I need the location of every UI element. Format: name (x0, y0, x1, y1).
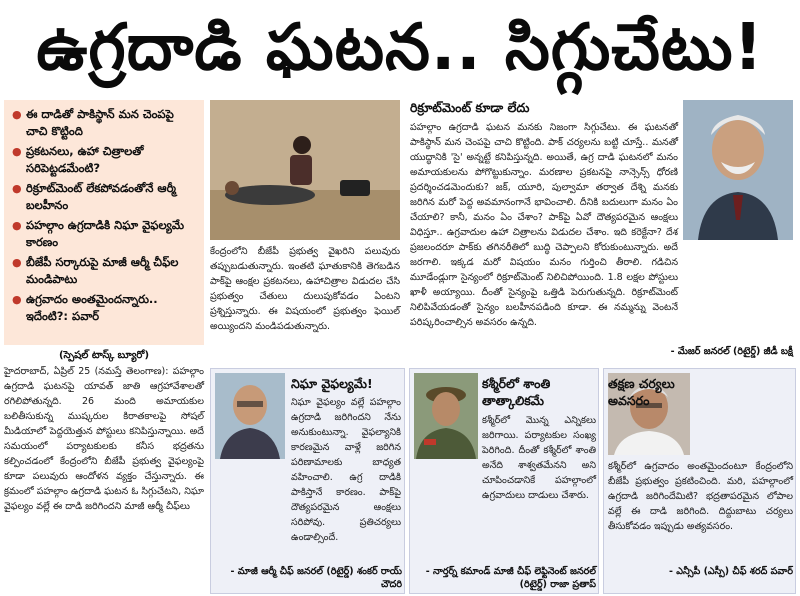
portrait-illustration (414, 373, 478, 459)
highlight-item: ● బీజేపీ సర్కారుపై మాజీ ఆర్మీ చీఫ్‌ల మండిపాటు (12, 254, 198, 288)
bakshi-portrait (683, 100, 793, 240)
box-text: కశ్మీర్‌లో ఉగ్రవాదం అంతమైందంటూ కేంద్రంలోని బీజేపీ ప్రభుత్వం ప్రకటించింది. మరి, పహల్గాంలో ఉగ్రదాడి జరిగిందేమిటి? భద్రతాపరమైన లోపాల వల్లే ఈ దాడి జరిగింది. దిద్దుబాటు చర్యలు తీసుకోవడం ఇప్పుడు అత్యవసరం. (608, 461, 793, 532)
box-signature: - నార్తర్న్ కమాండ్ మాజీ చీఫ్ లెఫ్టినెంట్ జనరల్ (రిటైర్డ్) రాజా ప్రతాప్ (425, 566, 596, 590)
box-title: నిఘా వైఫల్యమే! (291, 376, 373, 391)
box-text-bottom (215, 463, 402, 561)
highlight-item: ● ఈ దాడితో పాకిస్థాన్ మన చెంపపై చాచి కొట్టింది (12, 106, 198, 140)
quote-box-chaudhuri (210, 368, 405, 594)
box-text-top: నిఘా వైఫల్యం వల్లే పహల్గాం ఉగ్రదాడి జరిగిందని నేను అనుకుంటున్నా. వైఫల్యానికి కారణమైన వాళ్లే జరిగిన పరిణామాలకు బాధ్యత వహించాలి. ఉగ్ర దాడికి పాకిస్తానే కారణం. పాక్‌పై దౌత్యపరమైన ఆంక్షలు సరిపోవు. ప్రతిచర్యలు ఉండాల్సిందే. (291, 397, 401, 543)
highlights-box (4, 100, 204, 345)
quote-box-pawar (603, 368, 796, 594)
quote-box-pratap (409, 368, 599, 594)
right-article-signature: - మేజర్ జనరల్ (రిటైర్డ్) జీడీ బక్షీ (670, 346, 793, 357)
box-text-bottom (414, 463, 596, 563)
box-signature: - ఎన్సీపీ (ఎస్పీ) చీఫ్ శరద్ పవార్ (669, 566, 793, 577)
pratap-portrait (414, 373, 478, 459)
right-article-text-upper: పహల్గాం ఉగ్రదాడి ఘటన మనకు నిజంగా సిగ్గుచేటు. ఈ ఘటనతో పాకిస్థాన్ మన చెంపపై చాచి కొట్టింది. పాక్ చర్యలను బట్టి చూస్తే.. మనతో యుద్ధానికి 'సై' అన్నట్టే కనిపిస్తున్నది. అయితే, ఉగ్ర దాడి ఘటనలో మనం అమాయకులను పోగొట్టుకున్నాం. మరణాల ప్రకటనపై నాన్సెన్స్ ధోరణి ప్రదర్శించడమెందుకు? జక్, యూరి, పుల్వామా తర్వాత దేశ్ని మనకు జరిగిన మరో పెద్ద అవమానంగానే భావించాలి. దీనికి బదులుగా మనం ఏం చేయాలి? కానీ, మనం ఏం చేశాం? పాక్‌పై ఏవో దౌత్యపరమైన ఆంక్షలు విధిస్తూ.. ఉగ్రవాదుల ఉహా చిత్రాలను విడుదల చేశాం. ఇది కరెక్టేనా? దేశ ప్రజలందరూ పాక్‌కు తగినరీతిలో బుద్ధి చెప్పాలని కోరుకుంటున్నారు. అదే జరగాలి. ఇక్కడ మరో విషయం మనం గుర్తించి తీరాలి. గడిచిన మూడేండ్లుగా సైన్యంలో రిక్రూట్‌మెంట్ నిలిచిపోయింది. 1.8 లక్షల పోస్టులు ఖాళీ అయ్యాయి. దీంతో సైన్యంపై ఒత్తిడి పెరుగుతున్నది. రిక్రూట్‌మెంట్ నిలిపివేయడంతో సైన్యం బలహీనపడింది కూడా. ఈ నమ్మన్ను వెంటనే పరిష్కరించాల్సిన అవసరం ఉన్నది. (410, 122, 678, 328)
scene-photo (210, 100, 400, 240)
highlight-item: ● పహల్గాం ఉగ్రదాడికి నిఘా వైఫల్యమే కారణం (12, 217, 198, 251)
portrait-illustration (683, 100, 793, 240)
dateline: (స్పెషల్ టాస్క్ బ్యూరో) (58, 350, 150, 361)
box-title: కశ్మీర్‌లో శాంతి తాత్కాలికమే (482, 376, 551, 408)
highlight-item: ● ప్రకటనలు, ఉహా చిత్రాలతో సరిపెట్టడమేంటి? (12, 143, 198, 177)
portrait-illustration (215, 373, 285, 459)
highlight-item: ● రిక్రూట్‌మెంట్ లేకపోవడంతోనే ఆర్మీ బలహీనం (12, 180, 198, 214)
right-article-title: రిక్రూట్‌మెంట్ కూడా లేదు (410, 100, 530, 115)
highlights-list (12, 106, 198, 325)
left-column (4, 348, 204, 594)
headline: ఉగ్రదాడి ఘటన.. సిగ్గుచేటు! (36, 11, 764, 85)
highlight-item: ● ఉగ్రవాదం అంతమైందన్నారు.. ఇదేంటి?: పవార్ (12, 291, 198, 325)
scene-illustration (210, 100, 400, 240)
box-signature: - మాజీ ఆర్మీ చీఫ్ జనరల్ (రిటైర్డ్) శంకర్ రాయ్ చౌదరి (230, 566, 402, 590)
box-title: తక్షణ చర్యలు అవసరం (608, 376, 675, 408)
box-text: కశ్మీర్‌లో మొన్న ఎన్నికలు జరిగాయి. పర్యాటకుల సంఖ్య పెరిగింది. దీంతో కశ్మీర్‌లో శాంతి అనేది శాశ్వతమేనని అని చూపించడానికే పహల్గాంలో ఉగ్రవాదులు దాడులు చేశారు. (482, 415, 596, 501)
center-column-text: కేంద్రంలోని బీజేపీ ప్రభుత్వ వైఖరిని పలువురు తప్పుబడుతున్నారు. ఇంతటి ఘాతుకానికి తెగబడిన పాక్‌పై ఆంక్షల ప్రకటనలు, ఉహాచిత్రాల విడుదల చేసి ప్రభుత్వం చేతులు దులుపుకోవడం ఏంటని ప్రశ్నిస్తున్నారు. ఈ విషయంలో ప్రభుత్వం ఫెయిల్ అయ్యిందని మండిపడుతున్నారు. (210, 246, 400, 332)
chaudhuri-portrait (215, 373, 285, 459)
left-column-text: హైదరాబాద్, ఏప్రిల్ 25 (నమస్తే తెలంగాణ): పహల్గాం ఉగ్రదాడి ఘటనపై యావత్ జాతి ఆగ్రహావేశాలతో రగిలిపోతున్నది. 26 మంది అమాయకుల బలితీసుకున్న ముష్కరుల కిరాతకాలపై సోషల్ మీడియాలో పెద్దయెత్తున పోస్టులు కనిపిస్తున్నాయి. అదే సమయంలో పర్యాటకులకు కనీస భద్రతను కల్పించడంలో కేంద్రంలోని బీజేపీ ప్రభుత్వ వైఫల్యంపై కూడా పలువురు ఆందోళన వ్యక్తం చేస్తున్నారు. ఈ క్రమంలో పహల్గాం ఉగ్రదాడి ఘటన ఓ సిగ్గుచేటని, నిఘా వైఫల్యం వల్లే ఈ దాడి జరిగిందని మాజీ ఆర్మీ చీఫ్‌లు (4, 366, 204, 512)
